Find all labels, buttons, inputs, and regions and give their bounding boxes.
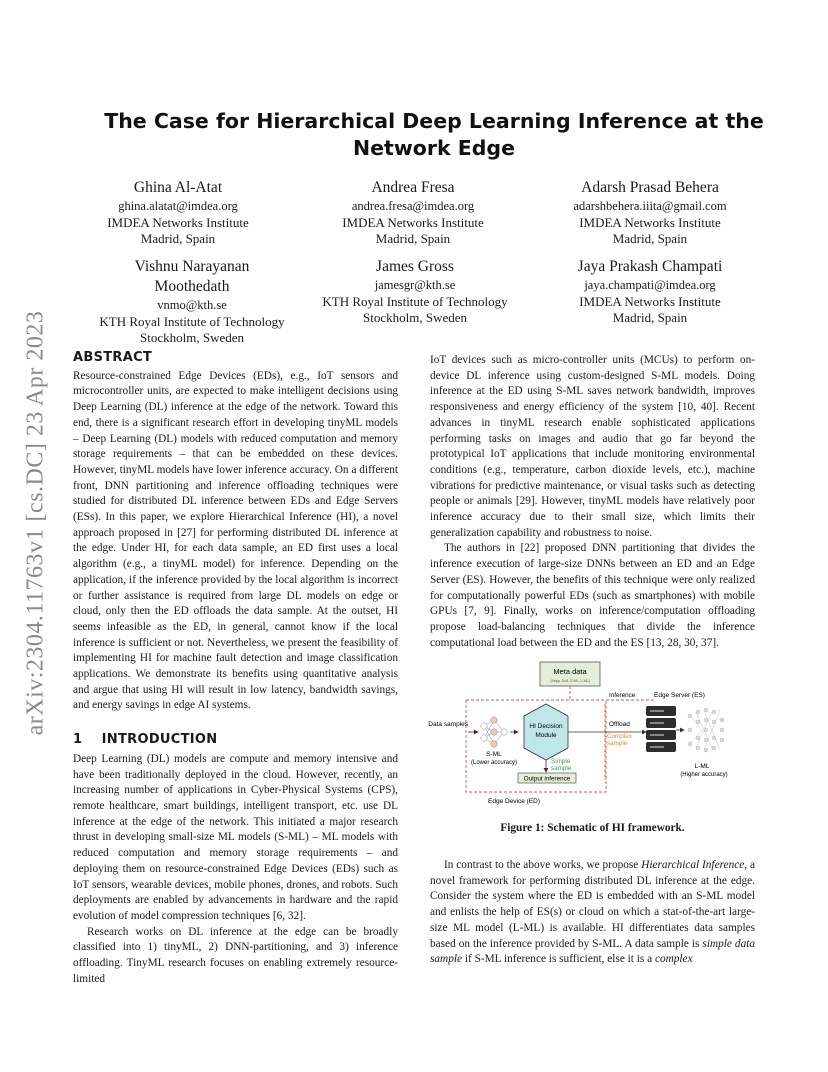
paragraph-text: , a novel framework for performing distributed DL inference at the edge. Consider the system where the ED is embedded with an S-ML model and enlists the help of ES(s) or cloud on which a stat-of-the-art large-size ML model (L-ML) is available. HI differentiates data samples based on the inference provided by S-ML. A data sample is: [430, 859, 755, 950]
author-block: [88, 178, 268, 248]
author-name: Vishnu Narayanan: [134, 258, 250, 275]
arxiv-sidebar: [14, 285, 58, 760]
author-name: Ghina Al-Atat: [133, 179, 223, 196]
author-email: vnmo@kth.se: [157, 298, 227, 312]
output-inference-label: Output inference: [523, 775, 571, 783]
title-line-2: Network Edge: [352, 136, 516, 160]
simple-sample-label-1: Simple: [551, 758, 571, 765]
decision-label-1: HI Decision: [529, 723, 563, 730]
data-samples-text: Data samples: [428, 721, 468, 728]
complex-sample-label-1: Complex: [607, 733, 632, 740]
body-paragraph: IoT devices such as micro-controller units (MCUs) to perform on-device DL inference using custom-designed S-ML models. Doing inference at the ED using S-ML saves network bandwidth, improves responsiveness and energy efficiency of the system [10, 40]. Recent advances in tinyML research enable sophisticated applications performing tasks on images and audio that go far beyond the prototypical IoT applications that include monitoring environmental conditions (e.g., temperature, carbon dioxide levels, etc.), machine vibrations for predictive maintenance, or visual tasks such as detecting people or animals [29]. However, tinyML models have relatively poor inference accuracy due to their small size, which limits their generalization capability and robustness to noise.: [430, 354, 755, 539]
author-email: andrea.fresa@imdea.org: [351, 199, 475, 213]
author-email: adarshbehera.iiita@gmail.com: [573, 199, 727, 213]
intro-paragraph: Deep Learning (DL) models are compute and memory intensive and have been traditionally deployed in the cloud. However, recently, an increasing number of applications in Cyber-Physical Systems (CPS), remote healthcare, smart buildings, intelligent transport, etc. use DL inference at the edge of the network. This initiated a major research thrust in developing small-size ML models (S-ML) – ML models with reduced computation and memory storage requirements – and deploying them on resource-constrained Edge Devices (EDs) such as IoT sensors, wearable devices, mobile phones, drones, and robots. Such deployments are enabled by advancements in hardware and the rapid evolution of model compression techniques [6, 32].: [73, 752, 398, 922]
emphasis-term: Hierarchical Inference: [641, 859, 745, 871]
author-affiliation: IMDEA Networks Institute: [579, 293, 721, 309]
author-name: James Gross: [376, 258, 454, 275]
paper-title: [80, 108, 788, 162]
paragraph-text: if S-ML inference is sufficient, else it is a: [462, 953, 655, 966]
section-number: 1: [73, 732, 83, 748]
hi-schematic-diagram: [428, 660, 756, 810]
author-name: Jaya Prakash Champati: [577, 258, 723, 275]
lml-accuracy: (Higher accuracy): [680, 772, 728, 778]
sml-network-icon: [481, 717, 507, 747]
body-paragraph: The authors in [22] proposed DNN partitioning that divides the inference execution of large-size DNNs between an ED and an Edge Server (ES). However, the benefits of this technique were only realized for computationally powerful EDs (such as smartphones) with mobile GPUs [7, 9]. Finally, works on inference/computation offloading propose load-balancing techniques that divide the inference computational load between the ED and the ES [13, 28, 30, 37].: [430, 542, 755, 649]
arxiv-identifier: arXiv:2304.11763v1 [cs.DC] 23 Apr 2023: [22, 310, 49, 735]
author-affiliation: IMDEA Networks Institute: [342, 214, 484, 230]
lml-network-icon: [688, 708, 724, 752]
author-affiliation: IMDEA Networks Institute: [107, 214, 249, 230]
author-name: Andrea Fresa: [371, 179, 455, 196]
author-block: [80, 257, 304, 347]
sml-label: S-ML: [486, 751, 502, 758]
sml-accuracy: (Lower accuracy): [470, 760, 518, 766]
emphasis-term: complex: [654, 953, 693, 966]
author-location: Madrid, Spain: [375, 231, 451, 246]
author-affiliation: IMDEA Networks Institute: [579, 214, 721, 230]
decision-label-2: Module: [535, 732, 557, 739]
complex-sample-label-2: sample: [607, 740, 628, 747]
author-email: ghina.alatat@imdea.org: [118, 199, 238, 213]
figure-caption: Figure 1: Schematic of HI framework.: [500, 822, 685, 834]
inference-label: Inference: [609, 692, 636, 699]
paragraph-text: In contrast to the above works, we propose: [444, 859, 642, 871]
section-title: INTRODUCTION: [101, 732, 218, 748]
author-email: jaya.champati@imdea.org: [584, 278, 716, 292]
body-paragraph: [430, 858, 755, 968]
author-block: [313, 178, 513, 248]
lml-label: L-ML: [694, 763, 710, 770]
author-location: Stockholm, Sweden: [140, 330, 244, 345]
author-affiliation: KTH Royal Institute of Technology: [322, 293, 508, 309]
intro-paragraph: Research works on DL inference at the edge can be broadly classified into 1) tinyML, 2) DNN-partitioning, and 3) inference offloading. TinyML research focuses on enabling extremely resource-limited: [73, 925, 398, 985]
author-location: Madrid, Spain: [612, 231, 688, 246]
emphasis-term: simple data sample: [430, 937, 756, 966]
right-column-bottom: [430, 858, 755, 968]
title-line-1: The Case for Hierarchical Deep Learning Inference at the: [104, 109, 764, 133]
author-affiliation: KTH Royal Institute of Technology: [99, 313, 285, 329]
edge-server-label: Edge Server (ES): [654, 692, 705, 699]
abstract-heading: ABSTRACT: [73, 350, 153, 365]
right-column-top: [430, 353, 755, 651]
author-location: Madrid, Spain: [612, 310, 688, 325]
author-block: [530, 257, 770, 327]
figure-hi-framework: [428, 660, 756, 810]
server-rack-icon: [646, 706, 676, 752]
author-name: Adarsh Prasad Behera: [581, 179, 719, 196]
edge-device-label: Edge Device (ED): [488, 798, 541, 805]
author-name-cont: Moothedath: [154, 278, 230, 295]
abstract-text: Resource-constrained Edge Devices (EDs), e.g., IoT sensors and microcontroller units, are expected to make intelligent decisions using Deep Learning (DL) inference at the edge of the network. Toward this end, there is a significant research effort in developing tinyML models – Deep Learning (DL) models with reduced computation and memory storage requirements – that can be embedded on these devices. However, tinyML models have lower inference accuracy. On a different front, DNN partitioning and inference offloading techniques were studied for distributed DL inference between EDs and Edge Servers (ESs). In this paper, we explore Hierarchical Inference (HI), a novel approach proposed in [27] for performing distributed DL inference at the edge. Under HI, for each data sample, an ED first uses a local algorithm (e.g., a tinyML model) for inference. Depending on the application, if the inference provided by the local algorithm is incorrect or further assistance is required from large DL models on edge or cloud, only then the ED offloads the data sample. At the outset, HI seems infeasible as the ED, in general, cannot know if the local inference is sufficient or not. Nevertheless, we present the feasibility of implementing HI for machine fault detection and image classification applications. We demonstrate its benefits using quantitative analysis and argue that using HI will result in low latency, bandwidth savings, and energy savings in edge AI systems.: [73, 369, 398, 712]
meta-data-title: Meta data: [553, 667, 587, 676]
author-location: Madrid, Spain: [140, 231, 216, 246]
author-location: Stockholm, Sweden: [363, 310, 467, 325]
author-block: [303, 257, 527, 327]
offload-label: Offload: [609, 721, 630, 728]
author-block: [530, 178, 770, 248]
meta-data-subtitle: (Sepp. SoS, S-ML, L-ML): [550, 679, 590, 683]
author-email: jamesgr@kth.se: [374, 278, 456, 292]
simple-sample-label-2: sample: [551, 765, 572, 772]
left-column: [73, 350, 398, 987]
data-samples-label: [428, 721, 468, 728]
section-heading: [73, 732, 398, 748]
